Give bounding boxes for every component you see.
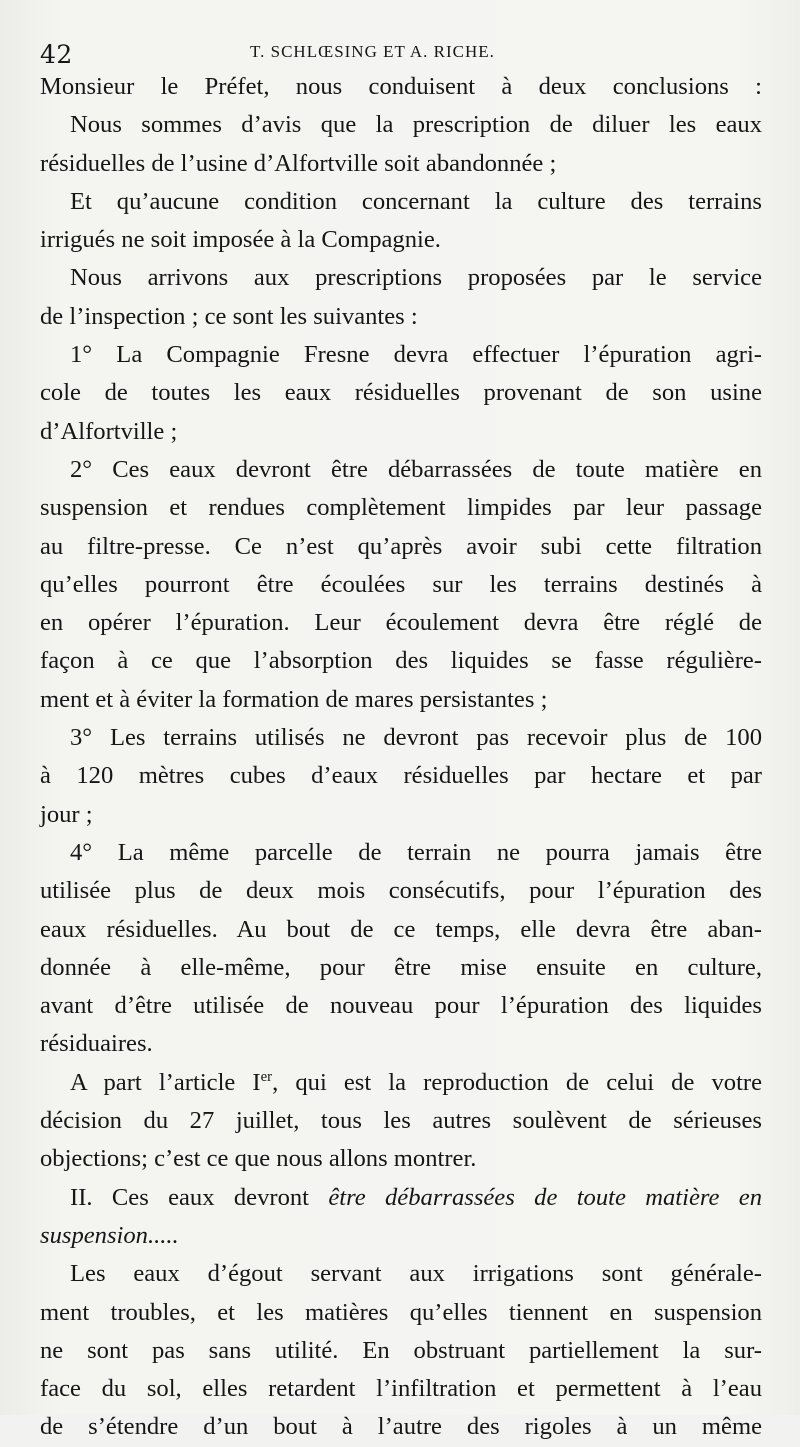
text-line: au filtre-presse. Ce n’est qu’après avoir subi cette filtration <box>40 532 762 560</box>
text-line: irrigués ne soit imposée à la Compagnie. <box>40 226 441 254</box>
text-line: d’Alfortville ; <box>40 417 178 445</box>
text-line: Les eaux d’égout servant aux irrigations sont générale- <box>70 1260 762 1288</box>
text-line: Nous sommes d’avis que la prescription de diluer les eaux <box>70 111 762 139</box>
text-line: donnée à elle-même, pour être mise ensuite en culture, <box>40 953 762 981</box>
text-line: à 120 mètres cubes d’eaux résiduelles par hectare et par <box>40 762 762 790</box>
text-line: en opérer l’épuration. Leur écoulement devra être réglé de <box>40 609 762 637</box>
text-line: utilisée plus de deux mois consécutifs, pour l’épuration des <box>40 877 762 905</box>
text-line: 2° Ces eaux devront être débarrassées de toute matière en <box>70 455 762 483</box>
text-line: 4° La même parcelle de terrain ne pourra jamais être <box>70 838 762 866</box>
text-line: Et qu’aucune condition concernant la culture des terrains <box>70 187 762 215</box>
text-line: ment troubles, et les matières qu’elles tiennent en suspension <box>40 1298 762 1326</box>
text-line: eaux résiduelles. Au bout de ce temps, elle devra être aban- <box>40 915 762 943</box>
text-line: ne sont pas sans utilité. En obstruant partiellement la sur- <box>40 1336 762 1364</box>
text-line: suspension et rendues complètement limpides par leur passage <box>40 494 762 522</box>
body-text <box>40 68 762 1447</box>
text-line: décision du 27 juillet, tous les autres soulèvent de sérieuses <box>40 1107 762 1135</box>
page-number: 42 <box>40 40 73 69</box>
text-line: avant d’être utilisée de nouveau pour l’épuration des liquides <box>40 992 762 1020</box>
text-line: Monsieur le Préfet, nous conduisent à deux conclusions : <box>40 73 762 100</box>
text-line: ment et à éviter la formation de mares persistantes ; <box>40 685 548 713</box>
text-line: cole de toutes les eaux résiduelles provenant de son usine <box>40 379 762 407</box>
text-line: jour ; <box>40 800 93 828</box>
text-line: façon à ce que l’absorption des liquides se fasse régulière- <box>40 647 762 675</box>
text-line: A part l’article Ier, qui est la reproduction de celui de votre <box>70 1068 763 1096</box>
text-line: face du sol, elles retardent l’infiltration et permettent à l’eau <box>40 1375 762 1403</box>
running-head: T. SCHLŒSING ET A. RICHE. <box>250 42 495 61</box>
text-line: 3° Les terrains utilisés ne devront pas recevoir plus de 100 <box>70 724 762 752</box>
text-line: II. Ces eaux devront être débarrassées de toute matière en <box>70 1183 762 1211</box>
text-line: résiduaires. <box>40 1030 153 1058</box>
text-line: de s’étendre d’un bout à l’autre des rigoles à un même <box>40 1413 762 1441</box>
text-line: de l’inspection ; ce sont les suivantes : <box>40 302 418 330</box>
text-line: objections; c’est ce que nous allons montrer. <box>40 1145 477 1173</box>
page-header <box>40 36 760 70</box>
text-line: qu’elles pourront être écoulées sur les terrains destinés à <box>40 570 762 598</box>
text-line: Nous arrivons aux prescriptions proposées par le service <box>70 264 762 292</box>
text-line: résiduelles de l’usine d’Alfortville soit abandonnée ; <box>40 149 557 177</box>
text-line: 1° La Compagnie Fresne devra effectuer l’épuration agri- <box>70 341 762 369</box>
text-line: suspension..... <box>40 1221 179 1249</box>
